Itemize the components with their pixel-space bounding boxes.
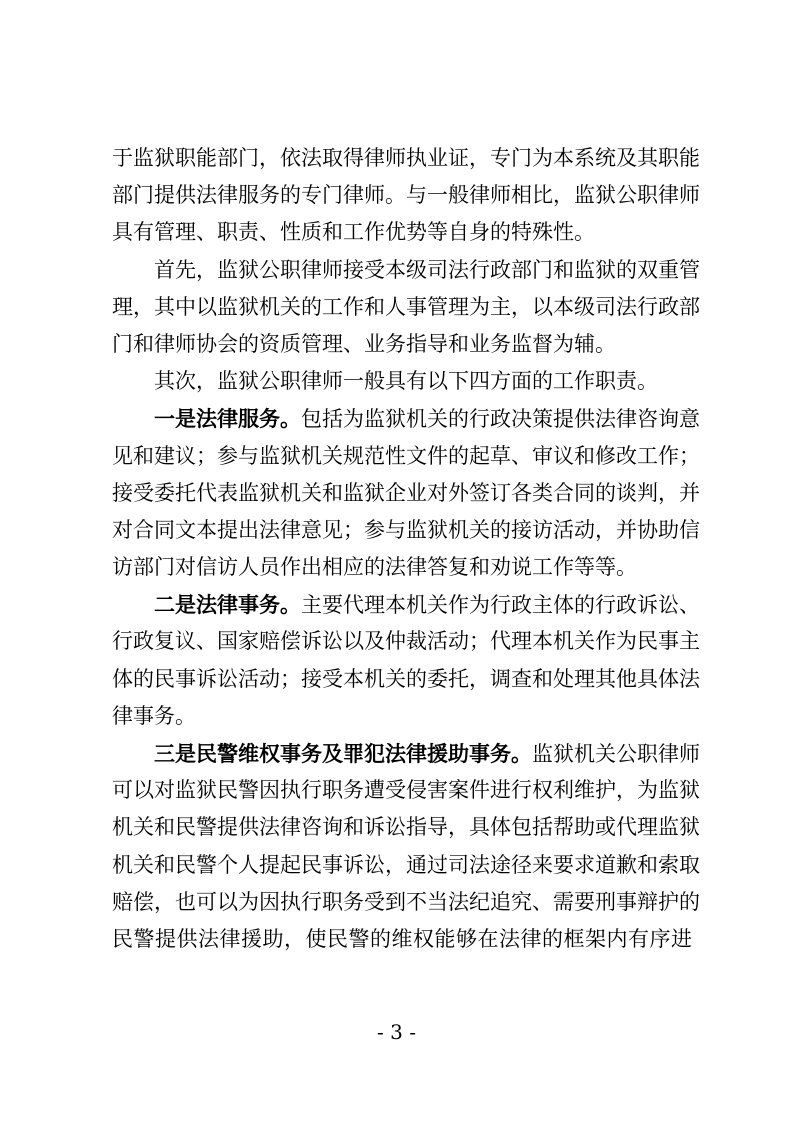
text-line: 理，其中以监狱机关的工作和人事管理为主，以本级司法行政部 bbox=[112, 294, 700, 319]
text-line: 访部门对信访人员作出相应的法律答复和劝说工作等等。 bbox=[112, 555, 637, 580]
text-line: 见和建议；参与监狱机关规范性文件的起草、审议和修改工作； bbox=[112, 443, 700, 468]
paragraph-first-line: 首先，监狱公职律师接受本级司法行政部门和监狱的双重管 bbox=[154, 257, 700, 282]
text-line: 体的民事诉讼活动；接受本机关的委托，调查和处理其他具体法 bbox=[112, 666, 700, 691]
text-line: 部门提供法律服务的专门律师。与一般律师相比，监狱公职律师 bbox=[112, 183, 700, 208]
heading-inline: 三是民警维权事务及罪犯法律援助事务。 bbox=[154, 741, 532, 766]
page-number: - 3 - bbox=[377, 1020, 416, 1044]
text-line: 具有管理、职责、性质和工作优势等自身的特殊性。 bbox=[112, 220, 595, 245]
text-line: 接受委托代表监狱机关和监狱企业对外签订各类合同的谈判，并 bbox=[112, 480, 700, 505]
text-span: 主要代理本机关作为行政主体的行政诉讼、 bbox=[301, 593, 700, 618]
paragraph-first-line bbox=[112, 735, 700, 772]
text-line: 对合同文本提出法律意见；参与监狱机关的接访活动，并协助信 bbox=[112, 517, 700, 542]
text-line: 赔偿，也可以为因执行职务受到不当法纪追究、需要刑事辩护的 bbox=[112, 889, 700, 914]
heading-inline: 一是法律服务。 bbox=[154, 406, 301, 432]
paragraph-first-line: 其次，监狱公职律师一般具有以下四方面的工作职责。 bbox=[154, 369, 658, 394]
heading-inline: 二是法律事务。 bbox=[154, 592, 301, 618]
text-line: 律事务。 bbox=[112, 703, 196, 728]
body-text bbox=[112, 140, 700, 958]
text-line: 门和律师协会的资质管理、业务指导和业务监督为辅。 bbox=[112, 331, 616, 356]
text-span: 包括为监狱机关的行政决策提供法律咨询意 bbox=[301, 407, 700, 432]
text-line: 民警提供法律援助，使民警的维权能够在法律的框架内有序进 bbox=[112, 926, 692, 951]
text-line: 行政复议、国家赔偿诉讼以及仲裁活动；代理本机关作为民事主 bbox=[112, 629, 700, 654]
text-line: 可以对监狱民警因执行职务遭受侵害案件进行权利维护，为监狱 bbox=[112, 778, 700, 803]
text-line: 于监狱职能部门，依法取得律师执业证，专门为本系统及其职能 bbox=[112, 146, 700, 170]
paragraph-first-line bbox=[112, 400, 700, 437]
text-line: 机关和民警提供法律咨询和诉讼指导，具体包括帮助或代理监狱 bbox=[112, 815, 700, 840]
text-line: 机关和民警个人提起民事诉讼，通过司法途径来要求道歉和索取 bbox=[112, 852, 700, 877]
paragraph-first-line bbox=[112, 586, 700, 623]
text-span: 监狱机关公职律师 bbox=[532, 742, 700, 766]
